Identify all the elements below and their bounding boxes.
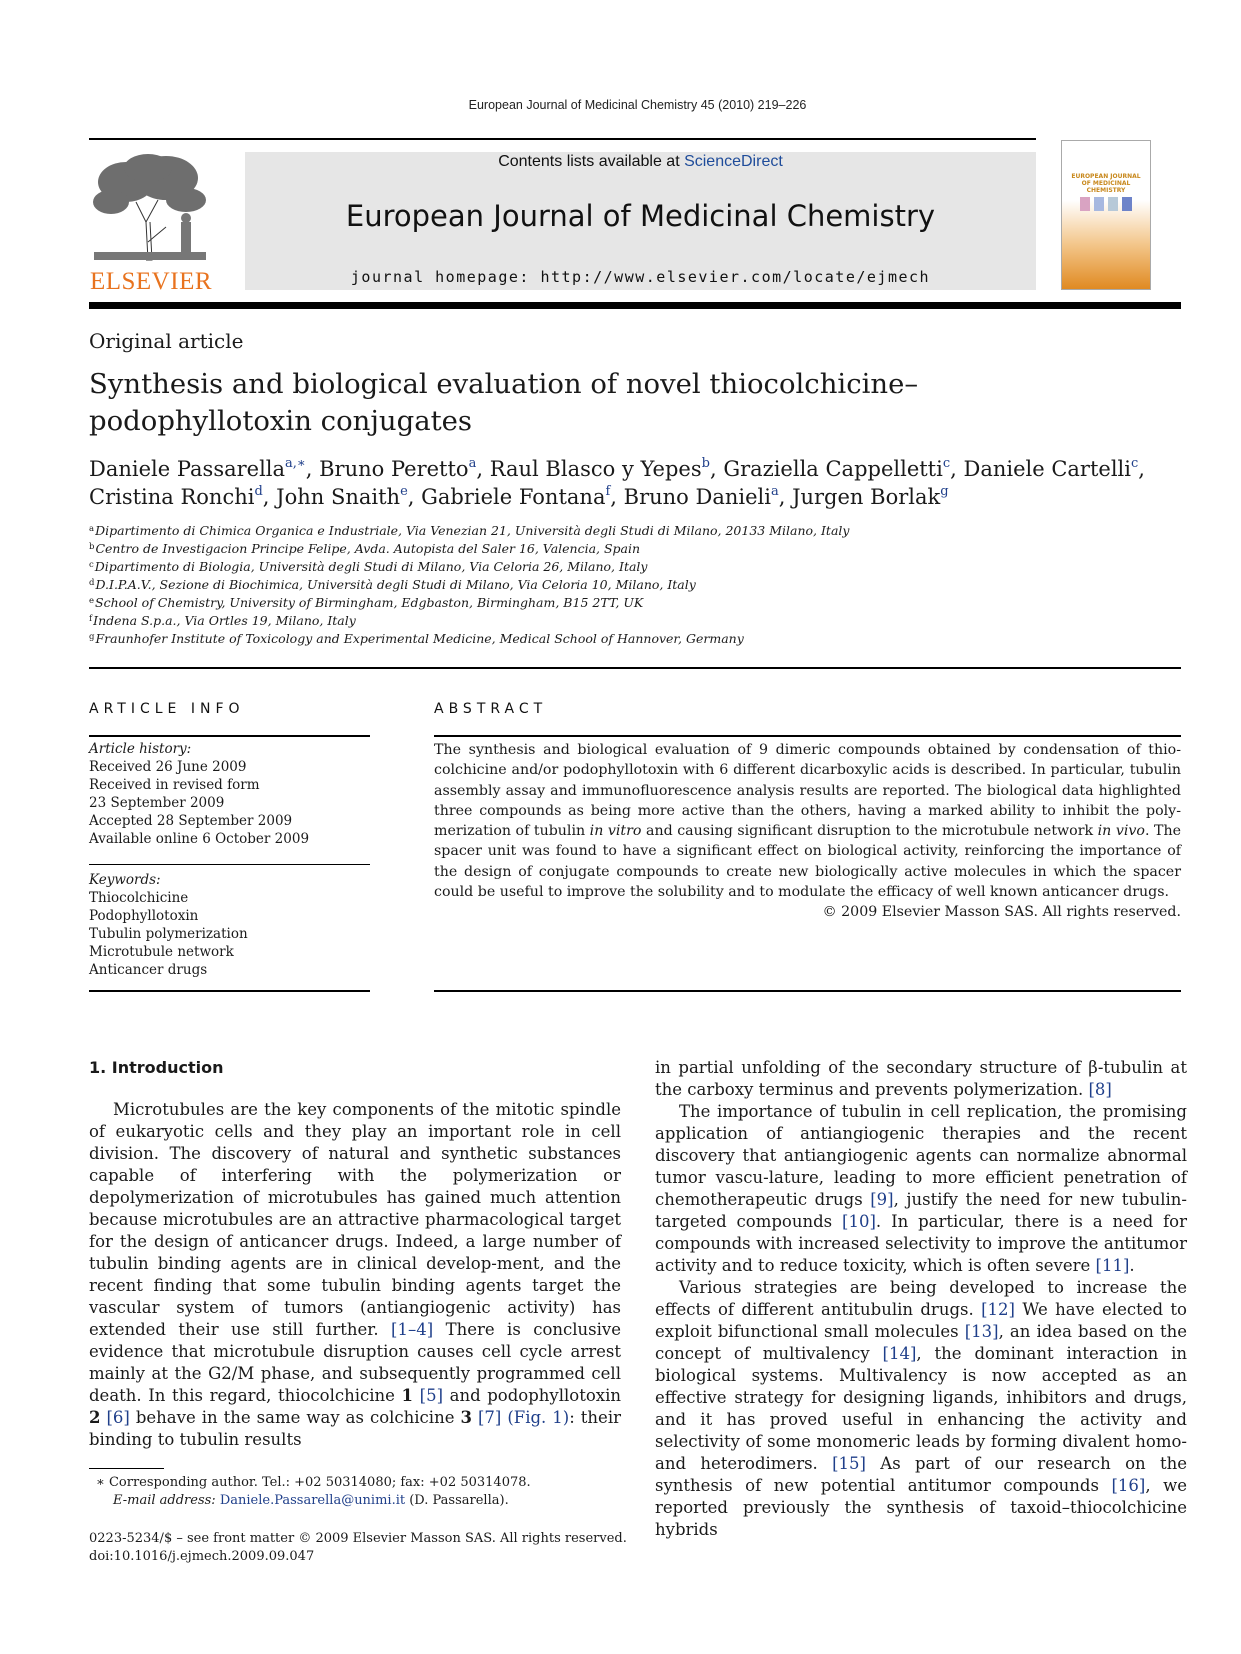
author-name[interactable]: Jurgen Borlak [792,485,941,509]
affiliation-item [89,522,1189,540]
affiliation-item [89,540,1189,558]
keywords-rule [89,864,370,865]
journal-banner [245,152,1036,290]
cover-strip [1080,197,1090,211]
keyword: Microtubule network [89,944,234,960]
body-paragraph [655,1277,1187,1541]
abstract-in-vitro: in vitro [589,823,642,840]
contents-prefix: Contents lists available at [498,153,685,170]
abstract-bottom-rule [434,990,1181,992]
title-line-1: Synthesis and biological evaluation of novel thiocolchicine– [89,368,919,400]
author-name[interactable]: Gabriele Fontana [421,485,606,509]
author-name[interactable]: Daniele Cartelli [963,457,1131,481]
author-affiliation-mark[interactable]: f [605,484,611,499]
history-item: Received in revised form [89,777,260,793]
author-affiliation-mark[interactable]: e [400,484,408,499]
section-rule [89,667,1181,669]
author-affiliation-mark[interactable]: c [1130,456,1139,471]
author-name[interactable]: Bruno Peretto [319,457,469,481]
body-paragraph [655,1101,1187,1277]
history-item: Accepted 28 September 2009 [89,813,293,829]
footnote-rule [89,1468,164,1469]
author-affiliation-mark[interactable]: a,∗ [285,456,306,471]
body-text: and podophyllotoxin [443,1386,622,1405]
header-thick-rule [89,302,1181,309]
body-text: , justify the need for new tubulin-targeted compounds [655,1190,1187,1231]
email-suffix: (D. Passarella). [405,1493,509,1508]
author-name[interactable]: John Snaith [276,485,401,509]
title-line-2: podophyllotoxin conjugates [89,405,473,437]
affiliation-key: a [89,524,95,534]
body-text: Microtubules are the key components of the mitotic spindle of eukaryotic cells and they play an important role in cell division. The discovery of natural and synthetic substances capable of interfering with the polymerization or depolymerization of microtubules has gained much attention because microtubules are an attractive pharmacological target for the design of anticancer drugs. Indeed, a large number of tubulin binding agents are in clinical develop-ment, and the recent finding that some tubulin binding agents target the vascular system of tumors (antiangiogenic activity) has extended their use still further. [89,1100,621,1339]
affiliation-key: d [89,578,95,588]
article-info-bottom-rule [89,990,370,992]
affiliation-key: f [89,614,93,624]
abstract-in-vivo: in vivo [1097,823,1145,840]
citation-link[interactable]: [8] [1088,1080,1112,1099]
history-label: Article history: [89,741,192,757]
body-text: , we reported previously the synthesis of taxoid–thiocolchicine hybrids [655,1476,1187,1539]
abstract-text-1: The synthesis and biological evaluation of 9 dimeric compounds obtained by condensation of thio-colchicine and/or podophyllotoxin with 6 different dicarboxylic acids is described. In particular, tubulin assembly assay and immunofluorescence analysis results are reported. The biological data highlighted three compounds as being more active than the others, having a marked ability to inhibit the poly-merization of tubulin [434,742,1181,840]
author-affiliation-mark[interactable]: d [254,484,263,499]
abstract-paragraph [434,740,1181,902]
affiliation-key: c [89,560,94,570]
affiliation-key: e [89,596,95,606]
journal-reference: European Journal of Medicinal Chemistry 45 (2010) 219–226 [468,98,807,112]
journal-cover-thumbnail[interactable] [1061,140,1151,290]
author-affiliation-mark[interactable]: a [770,484,779,499]
compound-number: 1 [401,1386,414,1405]
keyword: Anticancer drugs [89,962,208,978]
cover-strip [1094,197,1104,211]
body-text: behave in the same way as colchicine [129,1408,461,1427]
article-info-rule [89,735,370,737]
citation-link[interactable]: [10] [842,1212,876,1231]
article-title [89,366,1089,440]
citation-link[interactable]: [5] [419,1386,444,1405]
body-text: The importance of tubulin in cell replication, the promising application of antiangiogenic therapies and the recent discovery that antiangiogenic agents can normalize abnormal tumor vascu-lature, leading to more efficient penetration of chemotherapeutic drugs [655,1102,1187,1209]
author-affiliation-mark[interactable]: c [942,456,951,471]
body-text: : their binding to tubulin results [89,1408,621,1449]
citation-link[interactable]: [11] [1095,1256,1130,1275]
affiliation-text: Indena S.p.a., Via Ortles 19, Milano, Italy [93,613,356,628]
compound-number: 2 [89,1408,101,1427]
keyword: Tubulin polymerization [89,926,248,942]
affiliation-key: b [89,542,95,552]
author-affiliation-mark[interactable]: g [940,484,949,499]
affiliation-text: Fraunhofer Institute of Toxicology and Experimental Medicine, Medical School of Hannover, Germany [95,631,744,646]
affiliation-text: Dipartimento di Biologia, Università degli Studi di Milano, Via Celoria 26, Milano, Italy [94,559,648,574]
body-text: . In particular, there is a need for compounds with increased selectivity to improve the antitumor activity and to reduce toxicity, which is often severe [655,1212,1187,1275]
author-name[interactable]: Daniele Passarella [89,457,286,481]
abstract-copyright: © 2009 Elsevier Masson SAS. All rights reserved. [822,904,1181,921]
keyword: Thiocolchicine [89,890,189,906]
journal-title: European Journal of Medicinal Chemistry [345,199,936,233]
body-text: , the dominant interaction in biological systems. Multivalency is now accepted as an effective strategy for designing ligands, inhibitors and drugs, and it has proved useful in enhancing the activity and selectivity of some monomeric leads by forming divalent homo- and heterodimers. [655,1344,1187,1473]
affiliation-text: Dipartimento di Chimica Organica e Industriale, Via Venezian 21, Università degli Studi di Milano, 20133 Milano, Italy [95,523,850,538]
history-item: Received 26 June 2009 [89,759,247,775]
email-link[interactable]: Daniele.Passarella@unimi.it [219,1493,406,1508]
affiliation-item [89,594,1189,612]
footnote-star: ∗ [96,1475,105,1490]
affiliation-key: g [89,632,95,642]
footnote-line [96,1474,531,1492]
article-info-heading: ARTICLE INFO [89,701,245,717]
citation-link[interactable]: [16] [1111,1476,1146,1495]
abstract-body [434,740,1181,923]
citation-link[interactable]: [6] [106,1408,130,1427]
elsevier-logo[interactable] [86,152,216,294]
affiliation-text: D.I.P.A.V., Sezione di Biochimica, Università degli Studi di Milano, Via Celoria 10, Milano, Italy [95,577,696,592]
keywords-label: Keywords: [89,872,161,888]
footnote-corresponding: Corresponding author. Tel.: +02 50314080; fax: +02 50314078. [104,1475,531,1490]
citation-link[interactable]: [7] [477,1408,502,1427]
affiliation-item [89,558,1189,576]
cover-strip [1122,197,1132,211]
author-list [89,455,1199,511]
abstract-heading: ABSTRACT [434,701,548,717]
keywords-block [89,871,370,979]
citation-link[interactable]: [14] [882,1344,917,1363]
front-matter-note [89,1530,627,1566]
cover-title: EUROPEAN JOURNAL OF MEDICINAL CHEMISTRY [1071,173,1141,194]
body-text: As part of our research on the synthesis of new potential antitumor compounds [655,1454,1187,1495]
section-heading: 1. Introduction [89,1058,224,1077]
affiliation-text: Centro de Investigacion Principe Felipe, Avda. Autopista del Saler 16, Valencia, Spain [95,541,641,556]
author-name[interactable]: Cristina Ronchi [89,485,255,509]
author-name[interactable]: Raul Blasco y Yepes [489,457,702,481]
article-type: Original article [89,329,244,353]
footnote-line [96,1492,531,1510]
abstract-text-3: . The spacer unit was found to have a significant effect on biological activity, reinforcing the importance of the design of conjugate compounds to create new biologically active molecules in which the spacer could be useful to improve the solubility and to modulate the efficacy of well known anticancer drugs. [434,823,1181,901]
contents-available [245,153,1036,171]
author-affiliation-mark[interactable]: a [468,456,477,471]
affiliation-list [89,522,1189,648]
body-text: There is conclusive evidence that microtubule disruption causes cell cycle arrest mainly at the G2/M phase, and subsequently programmed cell death. In this regard, thiocolchicine [89,1320,621,1405]
author-affiliation-mark[interactable]: b [701,456,710,471]
history-item: 23 September 2009 [89,795,225,811]
affiliation-item [89,630,1189,648]
history-item: Available online 6 October 2009 [89,831,310,847]
cover-strip [1108,197,1118,211]
authors-line-1: Daniele Passarella$^{a,∗}$, Bruno Peretto$^a$, Raul Blasco y Yepes$^b$, Graziella Cappelletti$^c$, Daniele Cartelli$^c$, [89,456,1145,481]
affiliation-item [89,576,1189,594]
compound-number: 3 [460,1408,472,1427]
body-column-right [655,1057,1187,1541]
body-text: , an idea based on the concept of multivalency [655,1322,1187,1363]
citation-link[interactable]: [13] [964,1322,999,1341]
citation-link[interactable]: [12] [981,1300,1015,1319]
body-paragraph [655,1057,1187,1101]
body-text: We have elected to exploit bifunctional small molecules [655,1300,1187,1341]
figure-link[interactable]: (Fig. 1) [507,1408,570,1427]
tree-logo-icon [86,152,216,264]
abstract-text-2: and causing significant disruption to the microtubule network [641,823,1098,840]
journal-homepage[interactable]: journal homepage: http://www.elsevier.com/locate/ejmech [350,268,931,286]
affiliation-item [89,612,1189,630]
body-text: . [1129,1256,1135,1275]
body-paragraph [89,1099,621,1451]
doi[interactable]: doi:10.1016/j.ejmech.2009.09.047 [89,1549,315,1564]
body-column-left [89,1057,621,1451]
author-name[interactable]: Graziella Cappelletti [723,457,943,481]
authors-line-2: Cristina Ronchi$^d$, John Snaith$^e$, Gabriele Fontana$^f$, Bruno Danieli$^a$, Jurgen Borlak$^g$ [89,484,949,509]
corresponding-author-footnote [96,1474,531,1510]
abstract-top-rule [434,735,1181,737]
citation-link[interactable]: [15] [832,1454,866,1473]
affiliation-text: School of Chemistry, University of Birmingham, Edgbaston, Birmingham, B15 2TT, UK [95,595,644,610]
author-name[interactable]: Bruno Danieli [623,485,771,509]
body-text: Various strategies are being developed to increase the effects of different antitubulin drugs. [655,1278,1187,1319]
keyword: Podophyllotoxin [89,908,199,924]
citation-link[interactable]: [9] [870,1190,894,1209]
elsevier-wordmark: ELSEVIER [89,268,213,295]
front-matter: 0223-5234/$ – see front matter © 2009 Elsevier Masson SAS. All rights reserved. [89,1531,627,1546]
header-rule [89,138,1036,140]
email-label: E-mail address: [113,1493,216,1508]
citation-link[interactable]: [1–4] [391,1320,434,1339]
sciencedirect-link[interactable]: ScienceDirect [684,153,783,170]
article-history [89,740,370,848]
body-text: in partial unfolding of the secondary structure of β-tubulin at the carboxy terminus and prevents polymerization. [655,1058,1187,1099]
